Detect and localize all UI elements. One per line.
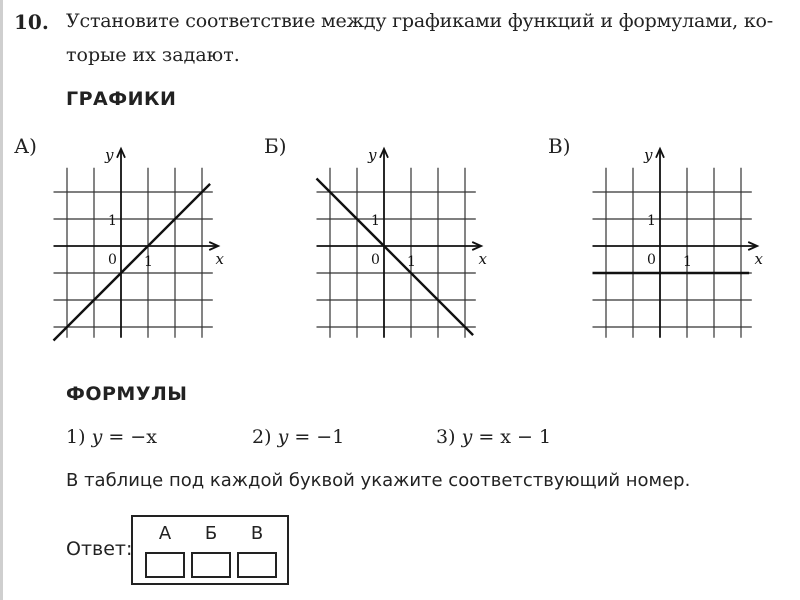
graph-label-b: Б) [264,134,287,158]
origin-label: 0 [647,252,656,268]
formula-3-number: 3) [436,426,456,448]
answer-cell-v[interactable] [237,552,277,578]
answer-letter-a: А [158,523,172,544]
x-unit-label: 1 [144,254,153,270]
graphs-heading: ГРАФИКИ [66,88,177,110]
formulas-heading: ФОРМУЛЫ [66,383,188,405]
formula-1 [66,426,157,448]
task-number: 10. [14,10,49,34]
graph-label-v: В) [548,134,571,158]
x-axis-label: x [215,250,224,268]
y-unit-label: 1 [647,213,656,229]
formula-3-rhs: = x − 1 [478,426,552,448]
x-unit-label: 1 [683,254,692,270]
x-axis-label: x [478,250,487,268]
formula-1-lhs: y [91,426,103,448]
answer-table [131,515,289,585]
formula-1-number: 1) [66,426,86,448]
y-axis-label: y [644,146,653,165]
x-axis-label: x [754,250,763,268]
origin-label: 0 [108,252,117,268]
x-unit-label: 1 [407,254,416,270]
origin-label: 0 [371,252,380,268]
task-text-line-1: Установите соответствие между графиками функций и формулами, ко- [66,10,773,32]
task-text-line-2: торые их задают. [66,44,240,66]
instruction: В таблице под каждой буквой укажите соответствующий номер. [66,470,691,491]
answer-letter-v: В [250,523,264,544]
formula-3-lhs: y [461,426,473,448]
y-axis-label: y [105,146,114,165]
y-unit-label: 1 [108,213,117,229]
formula-3 [436,426,551,448]
formula-2-number: 2) [252,426,272,448]
answer-label: Ответ: [66,538,133,560]
y-unit-label: 1 [371,213,380,229]
answer-cell-a[interactable] [145,552,185,578]
y-axis-label: y [368,146,377,165]
formula-1-rhs: = −x [108,426,157,448]
formula-2 [252,426,344,448]
answer-cell-b[interactable] [191,552,231,578]
formula-2-lhs: y [277,426,289,448]
graph-label-a: А) [14,134,37,158]
answer-letter-b: Б [204,523,218,544]
formula-2-rhs: = −1 [294,426,345,448]
